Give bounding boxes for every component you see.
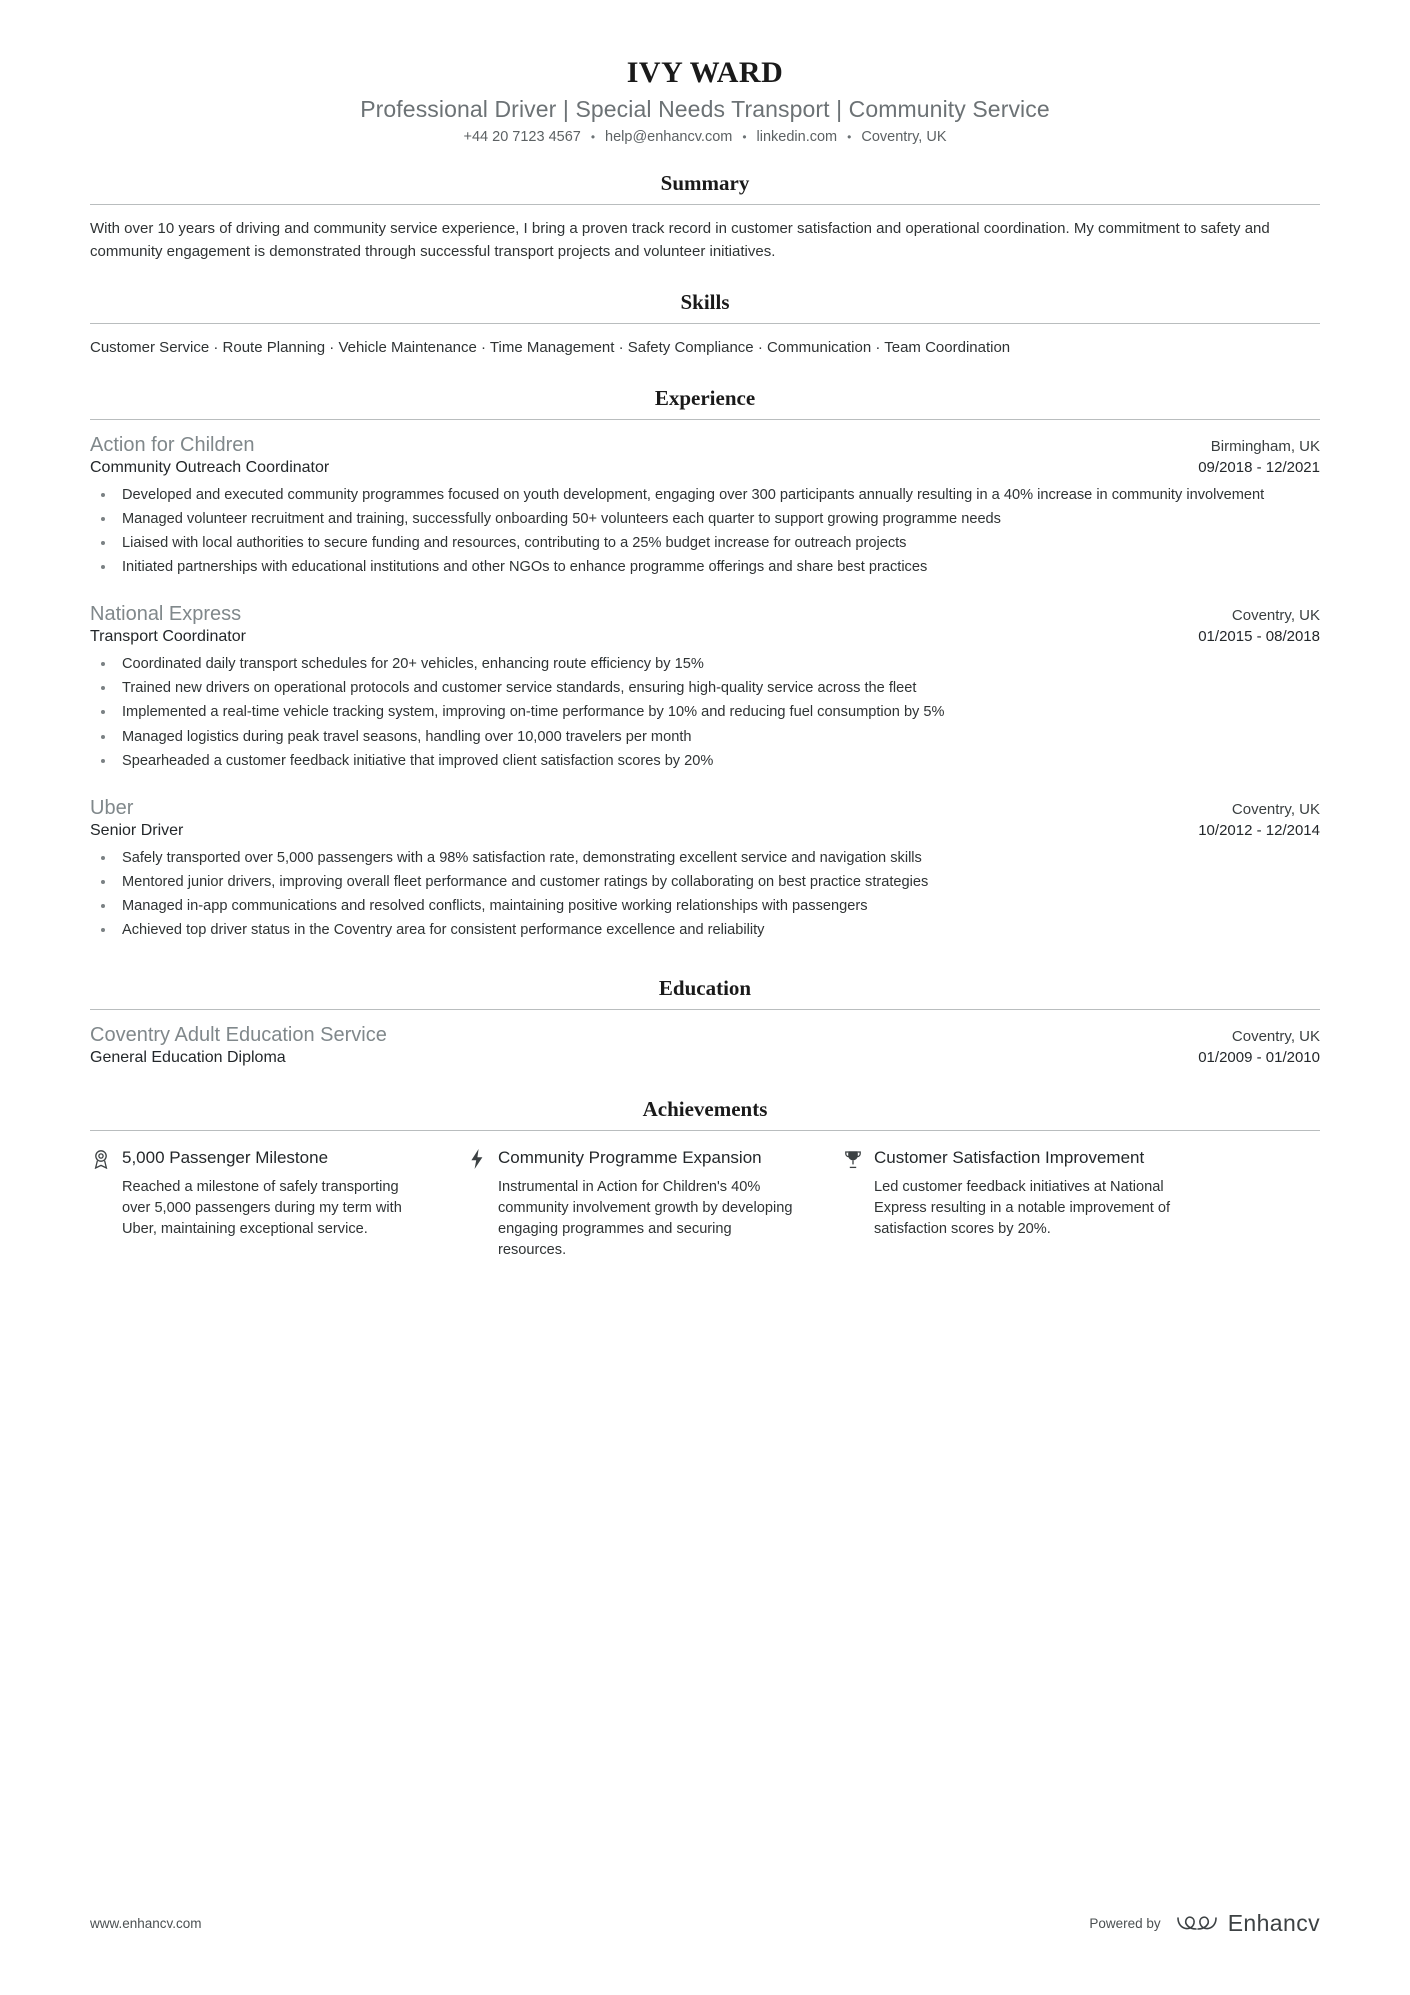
candidate-name: IVY WARD [626, 56, 784, 89]
section-title-achievements: Achievements [642, 1096, 768, 1121]
section-title-education: Education [658, 975, 752, 1000]
achievement-description: Reached a milestone of safely transporting over 5,000 passengers during my term with Uber, maintaining exceptional service. [122, 1178, 402, 1237]
job-bullet: • Implemented a real-time vehicle tracking system, improving on-time performance by 10% and reducing fuel consumption by 5% [116, 702, 1320, 723]
contact-phone: +44 20 7123 4567 [463, 129, 581, 145]
job-bullet: • Achieved top driver status in the Coventry area for consistent performance excellence and reliability [116, 920, 1320, 941]
job-bullet: • Initiated partnerships with educational institutions and other NGOs to enhance programme offerings and share best practices [116, 557, 1320, 578]
achievement-item [842, 1147, 1172, 1262]
job-bullet: • Developed and executed community programmes focused on youth development, engaging over 300 participants annually resulting in a 40% increase in community involvement [116, 485, 1320, 506]
separator-dot-icon: • [742, 130, 747, 144]
lightning-bolt-icon [466, 1147, 488, 1171]
separator-dot-icon: • [590, 130, 596, 144]
job-bullets [90, 848, 1320, 942]
achievements-grid [90, 1131, 1320, 1262]
job-bullet: • Coordinated daily transport schedules for 20+ vehicles, enhancing route efficiency by 15% [116, 654, 1320, 675]
achievement-description: Led customer feedback initiatives at National Express resulting in a notable improvement of satisfaction scores by 20%. [874, 1178, 1171, 1237]
job-bullet: • Spearheaded a customer feedback initiative that improved client satisfaction scores by 20% [116, 751, 1320, 772]
candidate-headline: Professional Driver | Special Needs Transport | Community Service [360, 96, 1050, 122]
section-experience [90, 386, 1320, 942]
employer-location: Coventry, UK [1231, 800, 1320, 818]
job-title: Community Outreach Coordinator [90, 458, 330, 476]
contact-email[interactable]: help@enhancv.com [605, 129, 733, 145]
section-title-summary: Summary [660, 171, 750, 195]
job-title: Senior Driver [90, 821, 184, 839]
achievement-title: 5,000 Passenger Milestone [122, 1147, 329, 1167]
section-summary [90, 171, 1320, 264]
job-bullet: • Mentored junior drivers, improving overall fleet performance and customer ratings by collaborating on best practice strategies [116, 872, 1320, 893]
footer-website-link[interactable]: www.enhancv.com [90, 1916, 202, 1931]
employer-location: Coventry, UK [1231, 607, 1320, 625]
trophy-icon [842, 1147, 864, 1171]
skills-list: Customer Service · Route Planning · Vehicle Maintenance · Time Management · Safety Compliance · Communication · Team Coordination [90, 338, 1011, 356]
experience-entry [90, 581, 1320, 772]
resume-header [90, 56, 1320, 145]
job-dates: 01/2015 - 08/2018 [1198, 628, 1320, 646]
job-bullets [90, 485, 1320, 579]
job-bullet: • Trained new drivers on operational protocols and customer service standards, ensuring high-quality service across the fleet [116, 678, 1320, 699]
summary-text: With over 10 years of driving and community service experience, I bring a proven track record in customer satisfaction and operational coordination. My commitment to safety and community engagement is demonstrated through successful transport projects and volunteer initiatives. [90, 220, 1270, 261]
award-medal-icon [90, 1147, 112, 1171]
experience-entry [90, 775, 1320, 942]
section-achievements [90, 1097, 1320, 1262]
contact-location: Coventry, UK [861, 129, 947, 145]
enhancv-logo [1175, 1910, 1320, 1937]
achievement-item [466, 1147, 796, 1262]
achievement-title: Community Programme Expansion [498, 1147, 762, 1167]
employer-name: Action for Children [90, 433, 255, 456]
section-title-skills: Skills [680, 289, 730, 314]
school-name: Coventry Adult Education Service [90, 1023, 387, 1046]
enhancv-wordmark: Enhancv [1227, 1910, 1320, 1936]
job-dates: 09/2018 - 12/2021 [1198, 458, 1320, 476]
employer-name: National Express [90, 603, 242, 626]
separator-dot-icon: • [847, 130, 852, 144]
experience-entry [90, 420, 1320, 579]
job-bullets [90, 654, 1320, 772]
section-education [90, 976, 1320, 1067]
contact-linkedin[interactable]: linkedin.com [756, 129, 838, 145]
job-bullet: • Liaised with local authorities to secure funding and resources, contributing to a 25% budget increase for outreach projects [116, 533, 1320, 554]
achievement-item [90, 1147, 420, 1262]
achievement-title: Customer Satisfaction Improvement [874, 1147, 1145, 1167]
section-skills [90, 290, 1320, 360]
achievement-description: Instrumental in Action for Children's 40% community involvement growth by developing engaging programmes and securing resources. [498, 1178, 793, 1258]
degree-dates: 01/2009 - 01/2010 [1198, 1048, 1320, 1066]
school-location: Coventry, UK [1231, 1027, 1320, 1045]
job-bullet: • Safely transported over 5,000 passengers with a 98% satisfaction rate, demonstrating excellent service and navigation skills [116, 848, 1320, 869]
job-title: Transport Coordinator [90, 628, 246, 646]
job-bullet: • Managed volunteer recruitment and training, successfully onboarding 50+ volunteers each quarter to support growing programme needs [116, 509, 1320, 530]
degree-name: General Education Diploma [90, 1048, 286, 1066]
page-footer [90, 1910, 1320, 1937]
job-bullet: • Managed in-app communications and resolved conflicts, maintaining positive working relationships with passengers [116, 896, 1320, 917]
powered-by-label: Powered by [1089, 1916, 1161, 1931]
employer-name: Uber [90, 796, 134, 819]
contact-row [90, 129, 1320, 145]
section-title-experience: Experience [654, 385, 756, 410]
education-entry [90, 1010, 1320, 1067]
job-dates: 10/2012 - 12/2014 [1198, 821, 1320, 839]
employer-location: Birmingham, UK [1210, 437, 1320, 455]
job-bullet: • Managed logistics during peak travel seasons, handling over 10,000 travelers per month [116, 727, 1320, 748]
